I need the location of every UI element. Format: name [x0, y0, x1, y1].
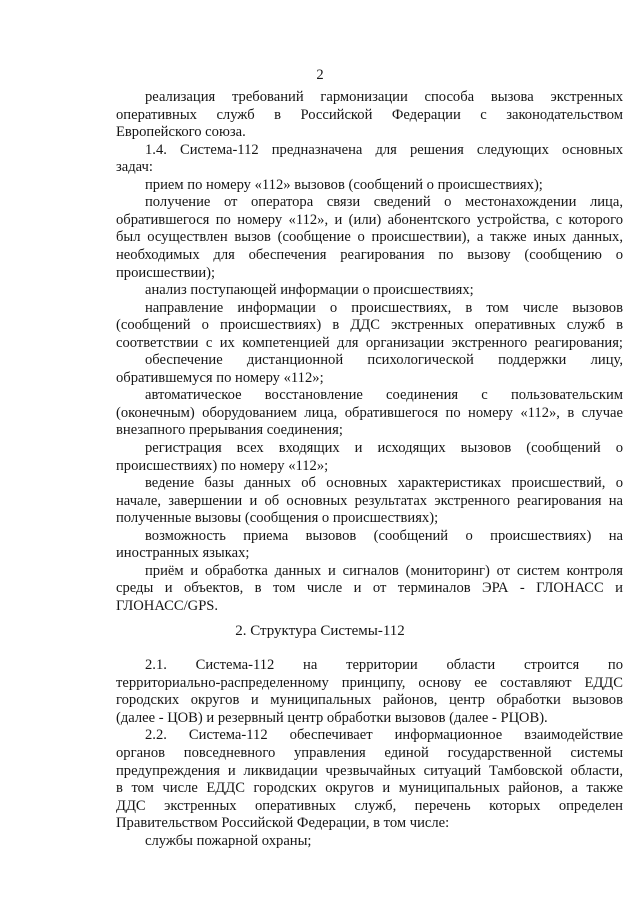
page-number: 2: [316, 67, 324, 83]
text-line: городских округов и муниципальных районов, центр обработки вызовов: [116, 692, 623, 709]
text-line: анализ поступающей информации о происшествиях;: [145, 282, 474, 299]
text-line: приём и обработка данных и сигналов (мониторинг) от систем контроля: [145, 562, 623, 579]
text-line: (сообщений о происшествиях) в ДДС экстренных оперативных служб в: [116, 317, 623, 334]
text-line: происшествиях) по номеру «112»;: [116, 457, 329, 474]
text-line: полученные вызовы (сообщения о происшествиях);: [116, 510, 439, 527]
text-line: необходимых для обеспечения реагирования по вызову (сообщению о: [116, 246, 623, 263]
text-line: (далее - ЦОВ) и резервный центр обработки вызовов (далее - РЦОВ).: [116, 709, 548, 726]
text-line: был осуществлен вызов (сообщение о происшествии), а также иных данных,: [116, 229, 623, 246]
text-line: Европейского союза.: [116, 124, 246, 141]
text-line: ГЛОНАСС/GPS.: [116, 597, 219, 614]
text-line: среды и объектов, в том числе и от терминалов ЭРА - ГЛОНАСС и: [116, 580, 623, 597]
text-line: внезапного прерывания соединения;: [116, 422, 343, 439]
text-line: регистрация всех входящих и исходящих вызовов (сообщений о: [145, 440, 623, 456]
text-line: возможность приема вызовов (сообщений о происшествиях) на: [145, 527, 623, 544]
text-line: Правительством Российской Федерации, в том числе:: [116, 815, 450, 832]
text-line: соответствии с их компетенцией для организации экстренного реагирования;: [116, 334, 623, 351]
text-line: ведение базы данных об основных характеристиках происшествий, о: [145, 475, 623, 492]
text-line: получение от оператора связи сведений о местонахождении лица,: [145, 194, 623, 211]
text-line: 2.2. Система-112 обеспечивает информационное взаимодействие: [145, 727, 623, 744]
section-heading: 2. Структура Системы-112: [235, 623, 405, 639]
text-line: органов повседневного управления единой государственной системы: [116, 745, 623, 761]
text-line: реализация требований гармонизации способа вызова экстренных: [145, 89, 623, 105]
text-line: обратившемуся по номеру «112»;: [116, 369, 324, 386]
text-line: иностранных языках;: [116, 545, 250, 562]
text-line: происшествии);: [116, 264, 216, 281]
text-line: в том числе ЕДДС городских округов и муниципальных районов, а также: [116, 780, 623, 797]
text-line: обеспечение дистанционной психологической поддержки лицу,: [145, 352, 623, 369]
text-line: оперативных служб в Российской Федерации с законодательством: [116, 106, 623, 123]
text-line: начале, завершении и об основных результатах экстренного реагирования на: [116, 492, 623, 509]
text-line: прием по номеру «112» вызовов (сообщений о происшествиях);: [145, 176, 543, 193]
text-line: направление информации о происшествиях, в том числе вызовов: [145, 299, 623, 316]
text-line: обратившегося по номеру «112», и (или) абонентского устройства, с которого: [116, 211, 623, 228]
text-line: территориально-распределенному принципу, основу ее составляют ЕДДС: [116, 674, 623, 691]
text-line: предупреждения и ликвидации чрезвычайных ситуаций Тамбовской области,: [116, 762, 623, 779]
text-line: службы пожарной охраны;: [145, 833, 312, 849]
text-line: 2.1. Система-112 на территории области строится по: [145, 657, 623, 673]
text-line: (оконечным) оборудованием лица, обратившегося по номеру «112», в случае: [116, 404, 623, 421]
text-line: ДДС экстренных оперативных служб, перечень которых определен: [116, 797, 623, 814]
text-line: задач:: [116, 159, 153, 176]
text-line: 1.4. Система-112 предназначена для решения следующих основных: [145, 141, 623, 158]
text-line: автоматическое восстановление соединения с пользовательским: [145, 387, 623, 404]
